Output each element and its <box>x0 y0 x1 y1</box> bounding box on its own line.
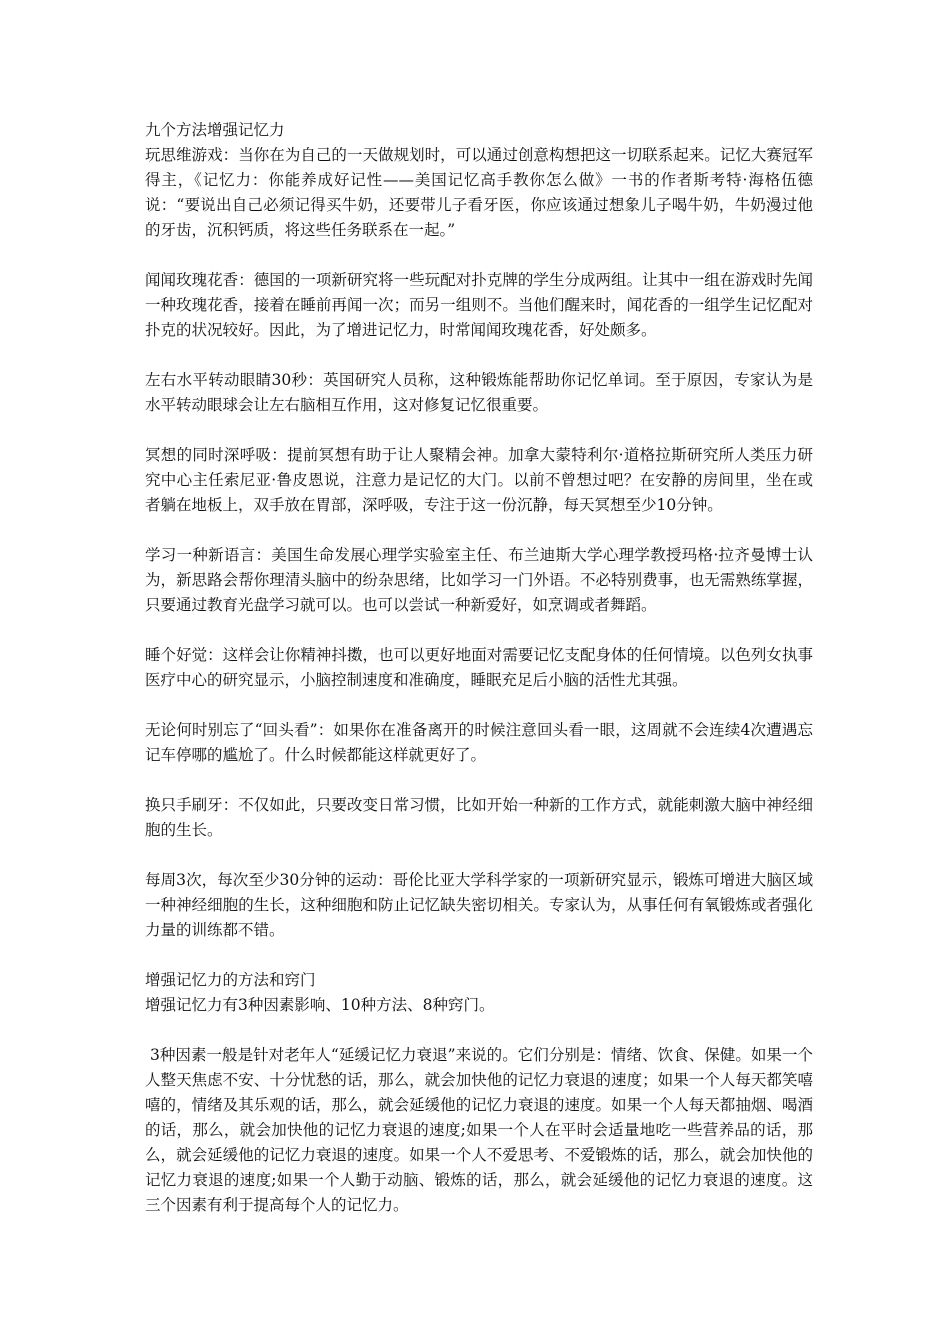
paragraph-look-back: 无论何时别忘了“回头看”：如果你在准备离开的时候注意回头看一眼，这周就不会连续4次遭遇忘记车停哪的尴尬了。什么时候都能这样就更好了。 <box>145 721 813 764</box>
paragraph-think-games: 玩思维游戏：当你在为自己的一天做规划时，可以通过创意构想把这一切联系起来。记忆大赛冠军得主，《记忆力：你能养成好记性——美国记忆高手教你怎么做》一书的作者斯考特·海格伍德说：“要说出自己必须记得买牛奶，还要带儿子看牙医，你应该通过想象儿子喝牛奶，牛奶漫过他的牙齿，沉积钙质，将这些任务联系在一起。” <box>145 146 813 239</box>
paragraph-meditation: 冥想的同时深呼吸：提前冥想有助于让人聚精会神。加拿大蒙特利尔·道格拉斯研究所人类压力研究中心主任索尼亚·鲁皮恩说，注意力是记忆的大门。以前不曾想过吧？在安静的房间里，坐在或者躺在地板上，双手放在胃部，深呼吸，专注于这一份沉静，每天冥想至少10分钟。 <box>145 446 813 514</box>
section-title: 增强记忆力的方法和窍门 <box>145 971 316 989</box>
paragraph-sleep: 睡个好觉：这样会让你精神抖擞，也可以更好地面对需要记忆支配身体的任何情境。以色列女执事医疗中心的研究显示，小脑控制速度和准确度，睡眠充足后小脑的活性尤其强。 <box>145 646 813 689</box>
section-intro: 增强记忆力有3种因素影响、10种方法、8种窍门。 <box>145 996 495 1014</box>
document-page <box>145 118 813 1218</box>
paragraph-three-factors: 3种因素一般是针对老年人“延缓记忆力衰退”来说的。它们分别是：情绪、饮食、保健。如果一个人整天焦虑不安、十分忧愁的话，那么，就会加快他的记忆力衰退的速度；如果一个人每天都笑嘻嘻的，情绪及其乐观的话，那么，就会延缓他的记忆力衰退的速度。如果一个人每天都抽烟、喝酒的话，那么，就会加快他的记忆力衰退的速度;如果一个人在平时会适量地吃一些营养品的话，那么，就会延缓他的记忆力衰退的速度。如果一个人不爱思考、不爱锻炼的话，那么，就会加快他的记忆力衰退的速度;如果一个人勤于动脑、锻炼的话，那么，就会延缓他的记忆力衰退的速度。这三个因素有利于提高每个人的记忆力。 <box>145 1046 813 1214</box>
paragraph-rose-scent: 闻闻玫瑰花香：德国的一项新研究将一些玩配对扑克牌的学生分成两组。让其中一组在游戏时先闻一种玫瑰花香，接着在睡前再闻一次；而另一组则不。当他们醒来时，闻花香的一组学生记忆配对扑克的状况较好。因此，为了增进记忆力，时常闻闻玫瑰花香，好处颇多。 <box>145 271 813 339</box>
paragraph-new-language: 学习一种新语言：美国生命发展心理学实验室主任、布兰迪斯大学心理学教授玛格·拉齐曼博士认为，新思路会帮你理清头脑中的纷杂思绪，比如学习一门外语。不必特别费事，也无需熟练掌握，只要通过教育光盘学习就可以。也可以尝试一种新爱好，如烹调或者舞蹈。 <box>145 546 813 614</box>
paragraph-switch-hand: 换只手刷牙：不仅如此，只要改变日常习惯，比如开始一种新的工作方式，就能刺激大脑中神经细胞的生长。 <box>145 796 813 839</box>
paragraph-eye-movement: 左右水平转动眼睛30秒：英国研究人员称，这种锻炼能帮助你记忆单词。至于原因，专家认为是水平转动眼球会让左右脑相互作用，这对修复记忆很重要。 <box>145 371 813 414</box>
paragraph-exercise: 每周3次，每次至少30分钟的运动：哥伦比亚大学科学家的一项新研究显示，锻炼可增进大脑区域一种神经细胞的生长，这种细胞和防止记忆缺失密切相关。专家认为，从事任何有氧锻炼或者强化力量的训练都不错。 <box>145 871 813 939</box>
document-title: 九个方法增强记忆力 <box>145 121 285 139</box>
